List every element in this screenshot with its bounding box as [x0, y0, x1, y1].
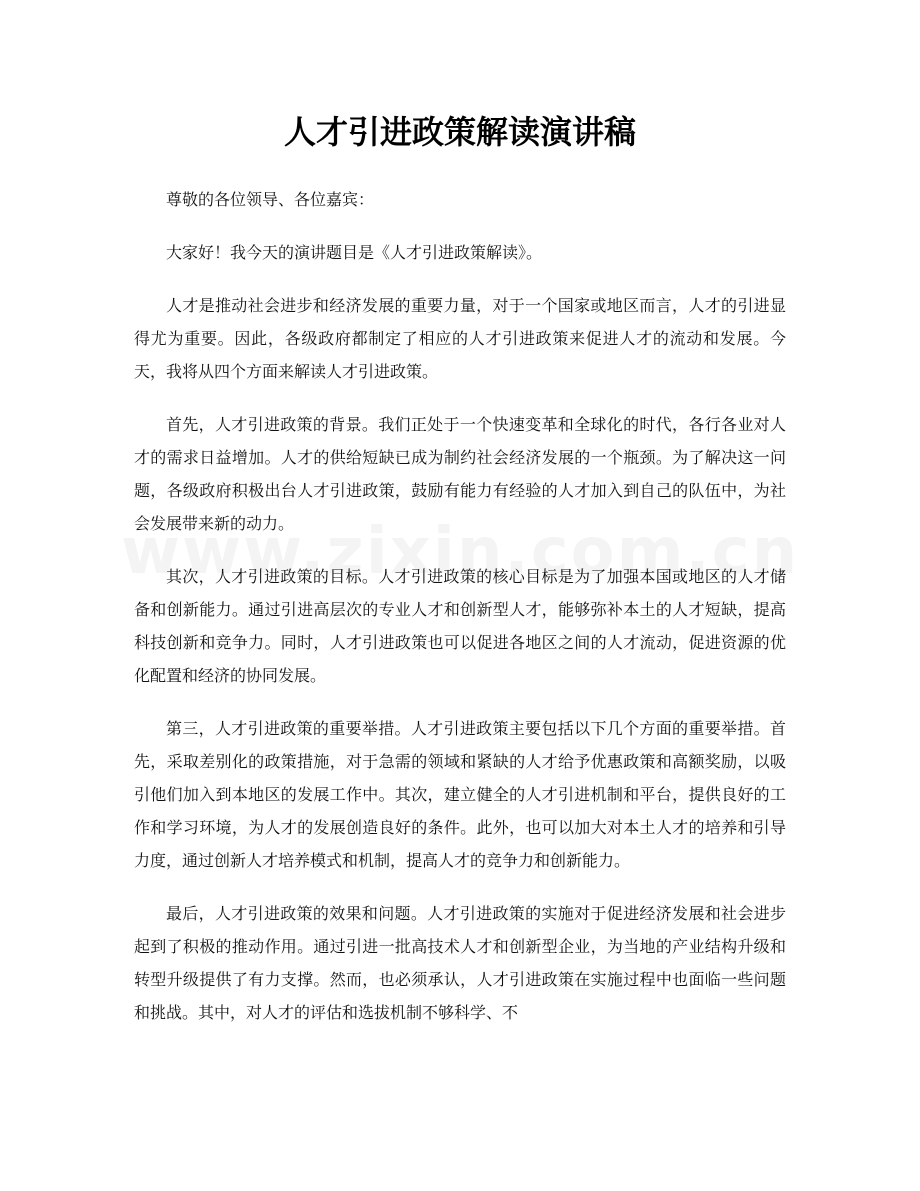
salutation-paragraph: 尊敬的各位领导、各位嘉宾： — [166, 190, 375, 209]
introduction-paragraph: 人才是推动社会进步和经济发展的重要力量，对于一个国家或地区而言，人才的引进显得尤为重要。因此，各级政府都制定了相应的人才引进政策来促进人才的流动和发展。今天，我将从四个方面来解读人才引进政策。 — [134, 296, 786, 381]
document-title: 人才引进政策解读演讲稿 — [283, 113, 636, 151]
goals-paragraph: 其次，人才引进政策的目标。人才引进政策的核心目标是为了加强本国或地区的人才储备和创新能力。通过引进高层次的专业人才和创新型人才，能够弥补本土的人才短缺，提高科技创新和竞争力。同时，人才引进政策也可以促进各地区之间的人才流动，促进资源的优化配置和经济的协同发展。 — [134, 567, 786, 685]
measures-paragraph: 第三，人才引进政策的重要举措。人才引进政策主要包括以下几个方面的重要举措。首先，采取差别化的政策措施，对于急需的领域和紧缺的人才给予优惠政策和高额奖励，以吸引他们加入到本地区的发展工作中。其次，建立健全的人才引进机制和平台，提供良好的工作和学习环境，为人才的发展创造良好的条件。此外，也可以加大对本土人才的培养和引导力度，通过创新人才培养模式和机制，提高人才的竞争力和创新能力。 — [134, 719, 786, 870]
background-paragraph: 首先，人才引进政策的背景。我们正处于一个快速变革和全球化的时代，各行各业对人才的需求日益增加。人才的供给短缺已成为制约社会经济发展的一个瓶颈。为了解决这一问题，各级政府积极出台人才引进政策，鼓励有能力有经验的人才加入到自己的队伍中，为社会发展带来新的动力。 — [134, 415, 786, 533]
effects-paragraph: 最后，人才引进政策的效果和问题。人才引进政策的实施对于促进经济发展和社会进步起到了积极的推动作用。通过引进一批高技术人才和创新型企业，为当地的产业结构升级和转型升级提供了有力支撑。然而，也必须承认，人才引进政策在实施过程中也面临一些问题和挑战。其中，对人才的评估和选拔机制不够科学、不 — [134, 904, 786, 1022]
document-body — [134, 183, 786, 1049]
opening-paragraph: 大家好！我今天的演讲题目是《人才引进政策解读》。 — [166, 243, 543, 262]
